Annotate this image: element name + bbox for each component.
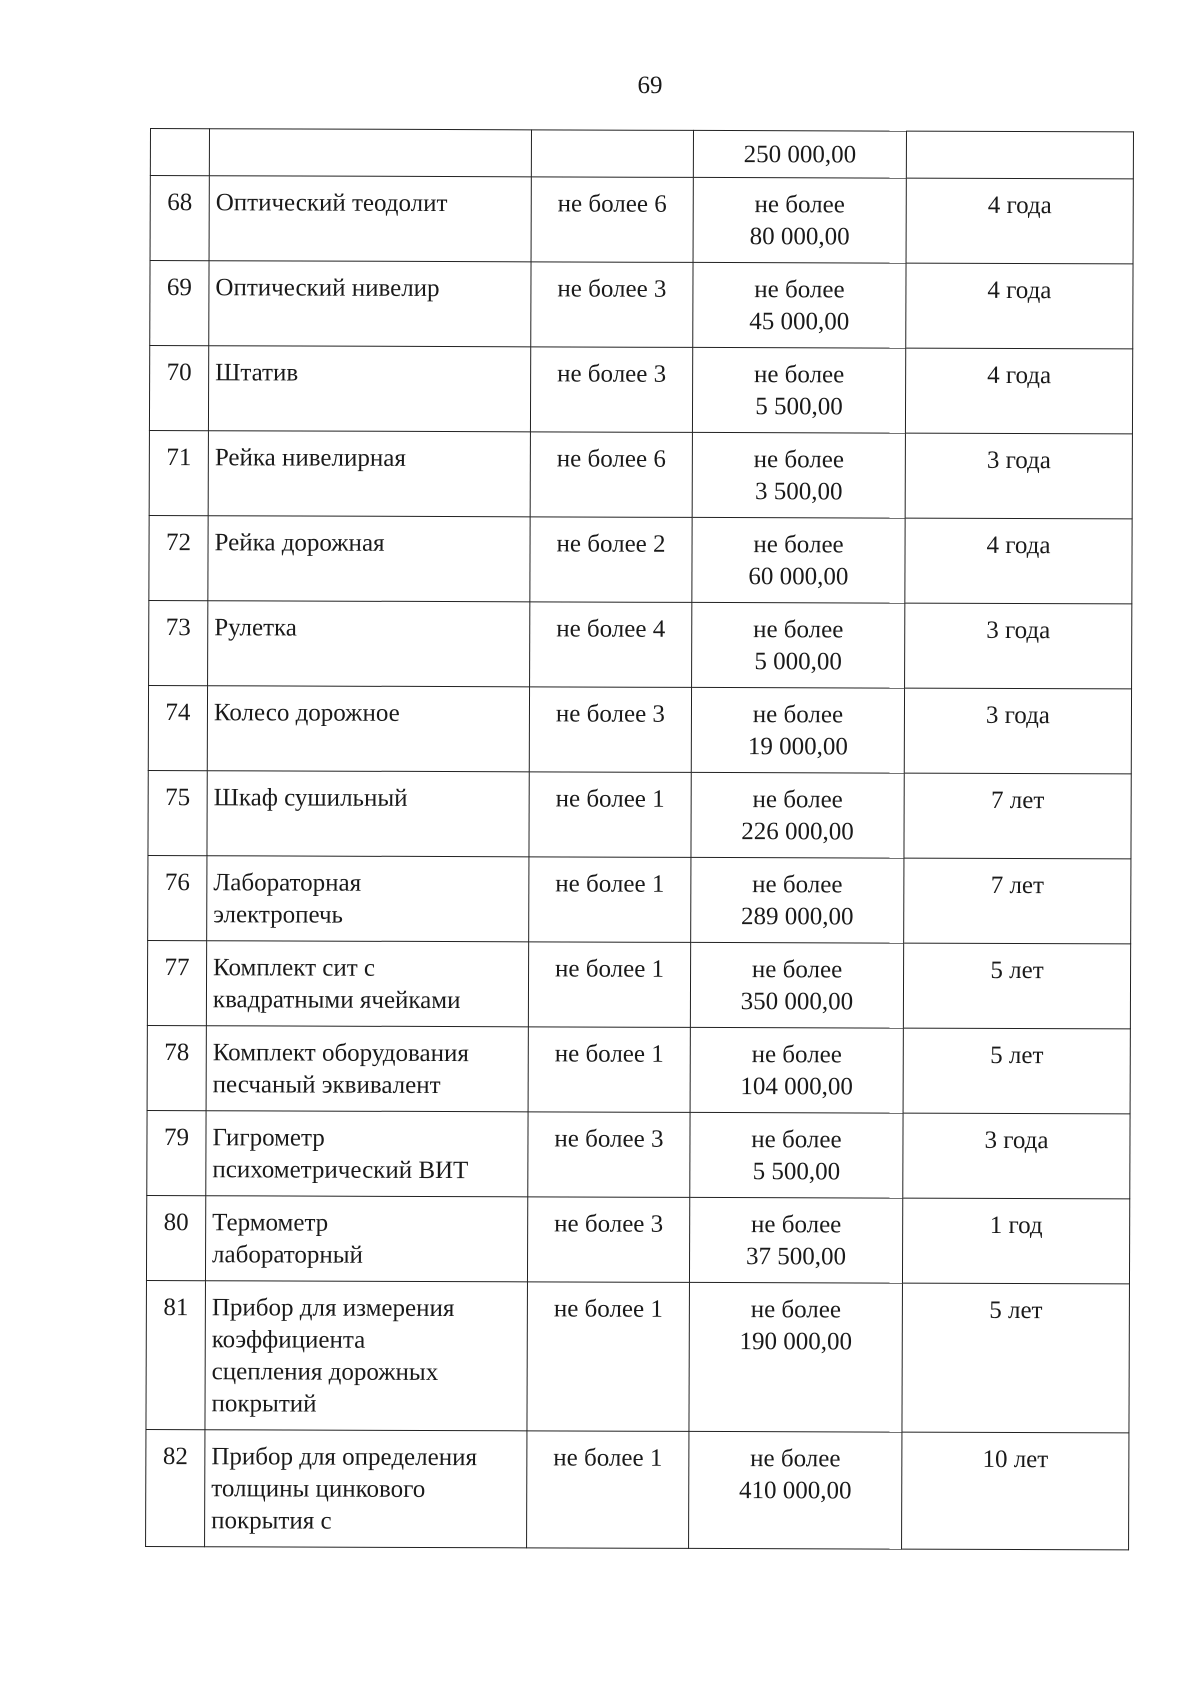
cell-price bbox=[691, 857, 904, 943]
cell-term: 5 лет bbox=[903, 943, 1130, 1029]
cell-price bbox=[692, 432, 905, 518]
cell-quantity: не более 1 bbox=[529, 857, 691, 943]
cell-name bbox=[205, 1281, 528, 1431]
cell-name bbox=[209, 176, 531, 262]
table-row bbox=[148, 855, 1131, 943]
cell-price-line: 5 500,00 bbox=[752, 1158, 841, 1186]
table-row bbox=[146, 1429, 1129, 1549]
cell-name-line: психометрический ВИТ bbox=[212, 1156, 469, 1185]
table-row bbox=[147, 940, 1130, 1028]
cell-quantity: не более 6 bbox=[530, 432, 692, 518]
cell-name-line: Прибор для измерения bbox=[211, 1294, 455, 1323]
cell-number: 68 bbox=[150, 176, 209, 261]
cell-number: 75 bbox=[148, 770, 207, 855]
cell-quantity: не более 1 bbox=[528, 942, 690, 1028]
table-row bbox=[150, 261, 1133, 349]
cell-term: 7 лет bbox=[904, 858, 1131, 944]
cell-price bbox=[691, 772, 904, 858]
cell-price-line: 45 000,00 bbox=[749, 308, 850, 336]
cell-name-line: песчаный эквивалент bbox=[212, 1071, 441, 1100]
cell-number: 69 bbox=[150, 261, 209, 346]
cell-name bbox=[208, 601, 530, 687]
cell-name-line: Оптический нивелир bbox=[215, 274, 440, 303]
cell-quantity: не более 3 bbox=[527, 1197, 689, 1283]
cell-price-line: 37 500,00 bbox=[746, 1243, 847, 1271]
cell-name-line: лабораторный bbox=[212, 1241, 364, 1269]
cell-name bbox=[208, 431, 530, 517]
cell-name bbox=[209, 129, 531, 177]
cell-price bbox=[689, 1197, 902, 1283]
cell-number: 79 bbox=[147, 1110, 206, 1195]
cell-quantity: не более 3 bbox=[531, 262, 693, 348]
cell-price-line: 350 000,00 bbox=[740, 988, 854, 1016]
cell-price-line: 5 000,00 bbox=[754, 648, 842, 676]
page-number: 69 bbox=[637, 72, 663, 99]
cell-price-line: 3 500,00 bbox=[754, 478, 843, 506]
table-row bbox=[147, 1025, 1130, 1113]
cell-name-line: Рейка дорожная bbox=[214, 529, 385, 557]
cell-number: 81 bbox=[146, 1280, 206, 1429]
cell-name-line: Комплект сит с bbox=[213, 954, 376, 982]
cell-term bbox=[906, 131, 1133, 179]
cell-price bbox=[693, 262, 906, 348]
cell-price-line: не более bbox=[752, 701, 844, 729]
cell-name-line: Термометр bbox=[212, 1209, 329, 1237]
cell-term: 10 лет bbox=[902, 1432, 1129, 1550]
cell-name bbox=[205, 1196, 527, 1282]
table-row bbox=[147, 1110, 1130, 1198]
cell-quantity: не более 2 bbox=[530, 517, 692, 603]
cell-term: 3 года bbox=[905, 603, 1132, 689]
cell-quantity: не более 3 bbox=[530, 347, 692, 433]
cell-number: 78 bbox=[147, 1025, 206, 1110]
cell-term: 3 года bbox=[905, 433, 1132, 519]
cell-quantity bbox=[531, 130, 693, 178]
cell-price-line: не более bbox=[753, 446, 845, 474]
cell-quantity: не более 1 bbox=[527, 1431, 689, 1549]
cell-price-line: не более bbox=[752, 786, 843, 814]
cell-price-line: не более bbox=[751, 1041, 842, 1069]
cell-name bbox=[206, 1111, 528, 1197]
table-row bbox=[148, 685, 1131, 773]
cell-name-line: электропечь bbox=[213, 901, 344, 929]
cell-price-line: 410 000,00 bbox=[738, 1477, 852, 1505]
cell-quantity: не более 6 bbox=[531, 177, 693, 263]
cell-price bbox=[692, 517, 905, 603]
cell-term: 3 года bbox=[903, 1113, 1130, 1199]
cell-price-line: 104 000,00 bbox=[740, 1073, 853, 1101]
cell-price bbox=[693, 177, 906, 263]
cell-term: 4 года bbox=[906, 178, 1133, 264]
cell-term: 4 года bbox=[905, 518, 1132, 604]
table-row bbox=[149, 346, 1132, 434]
table-row bbox=[146, 1280, 1130, 1432]
cell-number: 77 bbox=[147, 940, 206, 1025]
cell-number: 70 bbox=[149, 346, 208, 431]
cell-number: 80 bbox=[146, 1195, 205, 1280]
cell-number: 82 bbox=[146, 1429, 205, 1546]
cell-price-line: не более bbox=[753, 531, 844, 559]
cell-price bbox=[689, 1282, 903, 1432]
cell-name bbox=[206, 941, 528, 1027]
cell-name-line: коэффициента bbox=[211, 1326, 366, 1354]
cell-name-line: Лабораторная bbox=[213, 869, 362, 897]
cell-name-line: сцепления дорожных bbox=[211, 1358, 439, 1387]
cell-name bbox=[209, 261, 531, 347]
cell-name-line: Колесо дорожное bbox=[213, 699, 400, 727]
cell-price-line: не более bbox=[750, 1211, 842, 1239]
table-row bbox=[149, 515, 1132, 603]
cell-quantity: не более 1 bbox=[527, 1282, 690, 1432]
continuation-row bbox=[150, 129, 1133, 179]
cell-term: 1 год bbox=[902, 1198, 1129, 1284]
cell-quantity: не более 4 bbox=[530, 602, 692, 688]
cell-price bbox=[690, 942, 903, 1028]
cell-name-line: Рулетка bbox=[214, 614, 297, 642]
cell-price bbox=[692, 347, 905, 433]
cell-term: 7 лет bbox=[904, 773, 1131, 859]
cell-price-line: не более bbox=[753, 361, 845, 389]
cell-price-line: не более bbox=[751, 1126, 842, 1154]
cell-name bbox=[208, 346, 530, 432]
cell-price-line: 60 000,00 bbox=[748, 563, 849, 591]
cell-price-line: 80 000,00 bbox=[749, 223, 850, 251]
cell-price bbox=[690, 1112, 903, 1198]
cell-price bbox=[691, 687, 904, 773]
cell-name-line: Комплект оборудования bbox=[212, 1039, 469, 1068]
cell-price-line: 5 500,00 bbox=[755, 393, 843, 421]
cell-name-line: Рейка нивелирная bbox=[214, 444, 406, 472]
cell-quantity: не более 1 bbox=[528, 1027, 690, 1113]
table-row bbox=[149, 600, 1132, 688]
cell-name bbox=[205, 1430, 527, 1548]
cell-number: 76 bbox=[148, 855, 207, 940]
cell-term: 3 года bbox=[904, 688, 1131, 774]
cell-price-line: 190 000,00 bbox=[739, 1328, 853, 1356]
cell-price-line: не более bbox=[753, 616, 844, 644]
cell-quantity: не более 3 bbox=[529, 687, 691, 773]
cell-price-line: 289 000,00 bbox=[740, 903, 854, 931]
cell-price-line: 226 000,00 bbox=[741, 818, 854, 846]
cell-number: 72 bbox=[149, 515, 208, 600]
cell-name-line: Оптический теодолит bbox=[215, 189, 448, 218]
cell-term: 5 лет bbox=[902, 1283, 1130, 1433]
cell-price-line: не более bbox=[754, 276, 845, 304]
equipment-table bbox=[145, 128, 1134, 1550]
cell-number: 74 bbox=[148, 685, 207, 770]
cell-name-line: Штатив bbox=[215, 359, 299, 387]
cell-name bbox=[206, 1026, 528, 1112]
cell-term: 4 года bbox=[906, 263, 1133, 349]
cell-number bbox=[150, 129, 209, 176]
cell-price bbox=[690, 1027, 903, 1113]
cell-term: 5 лет bbox=[903, 1028, 1130, 1114]
cell-price bbox=[692, 602, 905, 688]
cell-quantity: не более 3 bbox=[528, 1112, 690, 1198]
cell-number: 71 bbox=[149, 430, 208, 515]
table-row bbox=[148, 770, 1131, 858]
cell-name-line: квадратными ячейками bbox=[212, 986, 461, 1015]
cell-name bbox=[208, 516, 530, 602]
table-row bbox=[146, 1195, 1129, 1283]
cell-name bbox=[207, 771, 529, 857]
table-row bbox=[150, 176, 1133, 264]
cell-price-line: не более bbox=[751, 956, 843, 984]
cell-price bbox=[689, 1431, 902, 1549]
cell-name-line: толщины цинкового bbox=[211, 1475, 426, 1503]
cell-price-line: не более bbox=[752, 871, 843, 899]
cell-name-line: покрытий bbox=[211, 1390, 317, 1418]
cell-name-line: Гигрометр bbox=[212, 1124, 325, 1152]
cell-price-line: не более bbox=[750, 1445, 841, 1473]
cell-name-line: Шкаф сушильный bbox=[213, 784, 408, 812]
cell-name-line: покрытия с bbox=[211, 1507, 332, 1535]
cell-name bbox=[207, 856, 529, 942]
cell-term: 4 года bbox=[905, 348, 1132, 434]
cell-name-line: Прибор для определения bbox=[211, 1443, 478, 1472]
cell-price: 250 000,00 bbox=[693, 130, 906, 178]
cell-price-line: не более bbox=[754, 191, 845, 219]
table-row bbox=[149, 430, 1132, 518]
cell-quantity: не более 1 bbox=[529, 772, 691, 858]
cell-name bbox=[207, 686, 529, 772]
cell-price-line: 19 000,00 bbox=[747, 733, 848, 761]
cell-price-line: не более bbox=[750, 1296, 842, 1324]
cell-number: 73 bbox=[149, 600, 208, 685]
